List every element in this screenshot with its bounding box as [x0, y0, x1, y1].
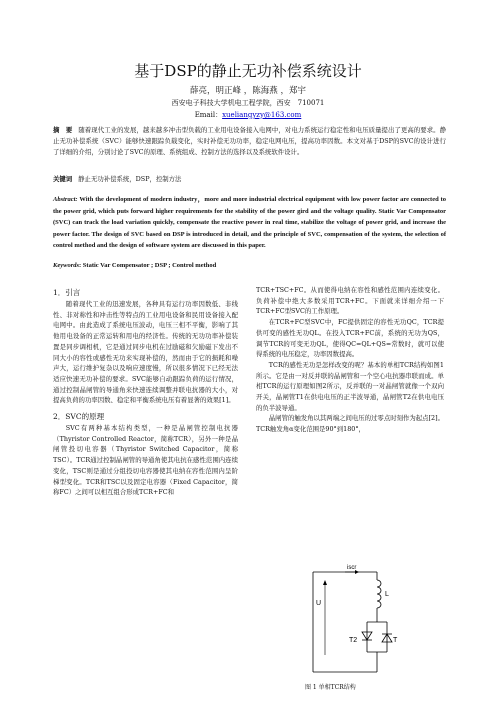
section-2-heading: 2．SVC的原理 — [53, 412, 105, 422]
label-iscr: iscr — [347, 565, 357, 571]
label-L: L — [385, 591, 389, 598]
right-column — [256, 285, 444, 435]
right-paragraph-1: TCR+TSC+FC。从而使得电纳在容性和感性范围内连续变化。负荷补偿中绝大多数采用TCR+FC。下面就来详细介绍一下TCR+FC型SVC的工作原理。 — [256, 286, 444, 316]
right-paragraph-4: 晶闸管的触发角以其两端之间电压的过零点时刻作为起点[2]。TCR触发角α变化范围是90°到180°， — [256, 414, 445, 434]
tcr-circuit-diagram — [305, 560, 400, 678]
keywords-en — [53, 260, 446, 271]
abstract-cn-text: 随着现代工业的发展，越来越多冲击型负载的工业用电设备接入电网中，对电力系统运行稳定性和电压质量提出了更高的要求。静止无功补偿系统（SVC）能够快速跟踪负载变化，实时补偿无功功率，稳定电网电压，提高功率因数。本文对基于DSP的SVC的设计进行了详细的介绍，分别讨论了SVC的原理、系统组成、控制方法的选择以及系统软件设计。 — [53, 126, 447, 156]
keywords-en-label: Keywords — [53, 262, 79, 269]
email-line — [0, 110, 496, 120]
email-link[interactable]: xueliangyzy@163.com — [222, 111, 302, 119]
affiliation: 西安电子科技大学机电工程学院，西安 710071 — [171, 99, 325, 107]
section-1-paragraph: 随着现代工业的迅速发展，各种具有运行功率因数低、非线性、非对称性和冲击性等特点的工业用电设备和民用设备接入配电网中。由此造成了系统电压波动，电压三相不平衡，影响了其他用电设备的正常运转和用电的经济性。传统的无功功率补偿装置是同步调相机，它是通过同步电机在过励磁和欠励磁下发出不同大小的容性或感性无功来实现补偿的，然而由于它的损耗和噪声大，运行维护复杂以及响应速度慢，所以很多情况下已经无法适应快速无功补偿的要求。SVC能够自动跟踪负荷的运行情况，通过控制晶闸管的导通角来快速连续调整并联电抗器的大小，对提高负荷的功率因数、稳定和平衡系统电压有着显著的效果[1]。 — [53, 300, 238, 405]
paper-title: 基于DSP的静止无功补偿系统设计 — [134, 62, 362, 80]
right-paragraph-2: 在TCR+FC型SVC中，FC提供固定的容性无功QC，TCR提供可变的感性无功QL。在投入TCR+FC前，系统的无功为QS，调节TCR的可变无功QL，使得QC=QL+QS=常数时，就可以使得系统的电压稳定，功率因数提高。 — [256, 318, 444, 359]
left-column — [53, 285, 238, 498]
authors: 薛亮，明正峰 ，陈海燕 ，郑宇 — [190, 86, 306, 96]
abstract-en — [53, 194, 446, 252]
section-2-paragraph: SVC有两种基本结构类型，一种是晶闸管控制电抗器（Thyristor Controlled Reactor，简称TCR），另外一种是晶闸管投切电容器（Thyristor Switched Capacitor，简称TSC）。TCR通过控制晶闸管的导通角使其电抗在感性范围内连续变化，TSC则是通过分组投切电容器使其电纳在容性范围内呈阶梯型变化。TCR和TSC以及固定电容器（Fixed Capacitor，简称FC）之间可以相互组合形成TCR+FC和 — [53, 424, 238, 497]
keywords-cn-text: 静止无功补偿系统，DSP，控制方法 — [78, 175, 182, 183]
figure-1 — [305, 560, 400, 691]
abstract-cn-label: 摘 要 — [53, 126, 73, 134]
keywords-en-text: : Static Var Compensator ; DSP ; Control method — [79, 262, 217, 269]
abstract-en-label: Abstract: — [53, 196, 78, 203]
label-U: U — [316, 600, 322, 607]
abstract-en-text: With the development of modern industry，more and more industrial electrical equipment with low power factor are connected to the power grid, which puts forward higher requirements for the stability of the power gird and the voltage quality. Static Var Compensator (SVC) can track the load variation quickly, compensate the reactive power in real time, stabilize the voltage of power grid, and increase the power factor. The design of SVC based on DSP is introduced in detail, and the principle of SVC, compensation of the system, the selection of control method and the design of software system are discussed in this paper. — [53, 196, 446, 249]
label-T2: T2 — [349, 637, 358, 644]
keywords-cn — [53, 174, 446, 185]
label-T: T — [393, 637, 398, 644]
keywords-cn-label: 关键词 — [53, 175, 73, 183]
abstract-cn — [53, 125, 446, 158]
right-paragraph-3: TCR的感性无功是怎样改变的呢？基本的单相TCR结构如图1所示。它是由一对反并联的晶闸管和一个空心电抗器串联而成。单相TCR的运行原理如图2所示，反并联的一对晶闸管就像一个双向开关，晶闸管T1在供电电压的正半波导通，晶闸管T2在供电电压的负半波导通。 — [256, 360, 444, 412]
figure-1-caption: 图 1 单相TCR结构 — [305, 684, 356, 691]
section-1-heading: 1．引言 — [53, 288, 81, 297]
email-label: Email： — [194, 111, 223, 119]
